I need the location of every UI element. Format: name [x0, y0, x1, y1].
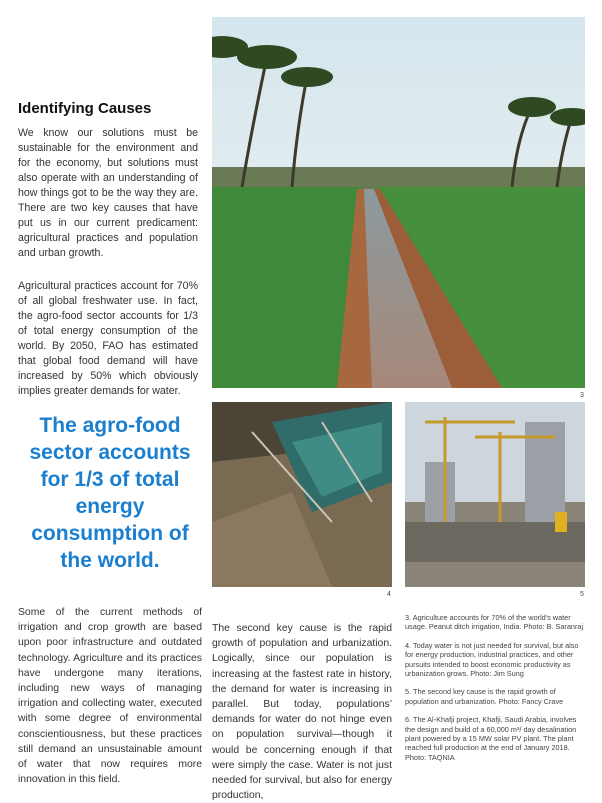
pull-quote: The agro-food sector accounts for 1/3 of total energy consumption of the world.	[29, 414, 191, 572]
caption-5: 5. The second key cause is the rapid growth of population and urbanization. Photo: Fancy Crave	[405, 687, 564, 706]
photo-construction-site	[405, 402, 585, 587]
photo-number-5: 5	[580, 591, 584, 598]
photo-number-3: 3	[580, 392, 584, 399]
photo-number-4: 4	[387, 591, 391, 598]
photo-desalination-aerial	[212, 402, 392, 587]
caption-3: 3. Agriculture accounts for 70% of the world's water usage. Peanut ditch irrigation, India. Photo: B. Saranraj	[405, 613, 584, 632]
intro-paragraph-2: Agricultural practices account for 70% of all global freshwater use. In fact, the agro-food sector accounts for 1/3 of total energy consumption of the world. By 2050, FAO has estimated that global food demand will have increased by 50% which obviously implies greater demands for water.	[18, 280, 198, 397]
caption-6: 6. The Al-Khafji project, Khafji, Saudi Arabia, involves the design and build of a 60,000 m³/ day desalination plant powered by a 15 MW solar PV plant. The plant reached full production at the end of January 2018. Photo: TAQNIA	[405, 715, 577, 762]
section-heading: Identifying Causes	[18, 100, 152, 117]
body-column-2: The second key cause is the rapid growth of population and urbanization. Logically, since our population is increasing at the fastest rate in history, the demand for water is increasing in parallel. But today, populations’ demands for water do not hinge even on population survival—though it would be concerning enough if that were simply the case. Water is not just needed for survival, but also for energy production,	[212, 623, 392, 802]
intro-paragraph-1: We know our solutions must be sustainable for the environment and for the economy, but solutions must also operate with an understanding of how things got to be the way they are. There are two key causes that have put us in our current predicament: agricultural practices and population and urban growth.	[18, 127, 198, 259]
body-column-1: Some of the current methods of irrigation and crop growth are based upon poor infrastructure and outdated technology. Agriculture and its practices have undergone many iterations, including new ways of managing irrigation and collecting water, executed with some degree of environmental conscientiousness, but these practices still demand an unsustainable amount of water that now requires more innovation in this field.	[18, 607, 202, 786]
captions	[405, 613, 587, 771]
caption-4: 4. Today water is not just needed for survival, but also for energy production, industrial practices, and other pursuits intended to boost economic productivity as urbanization grows. Photo: Jim Sung	[405, 640, 579, 679]
photo-irrigation-ditch	[212, 17, 585, 388]
